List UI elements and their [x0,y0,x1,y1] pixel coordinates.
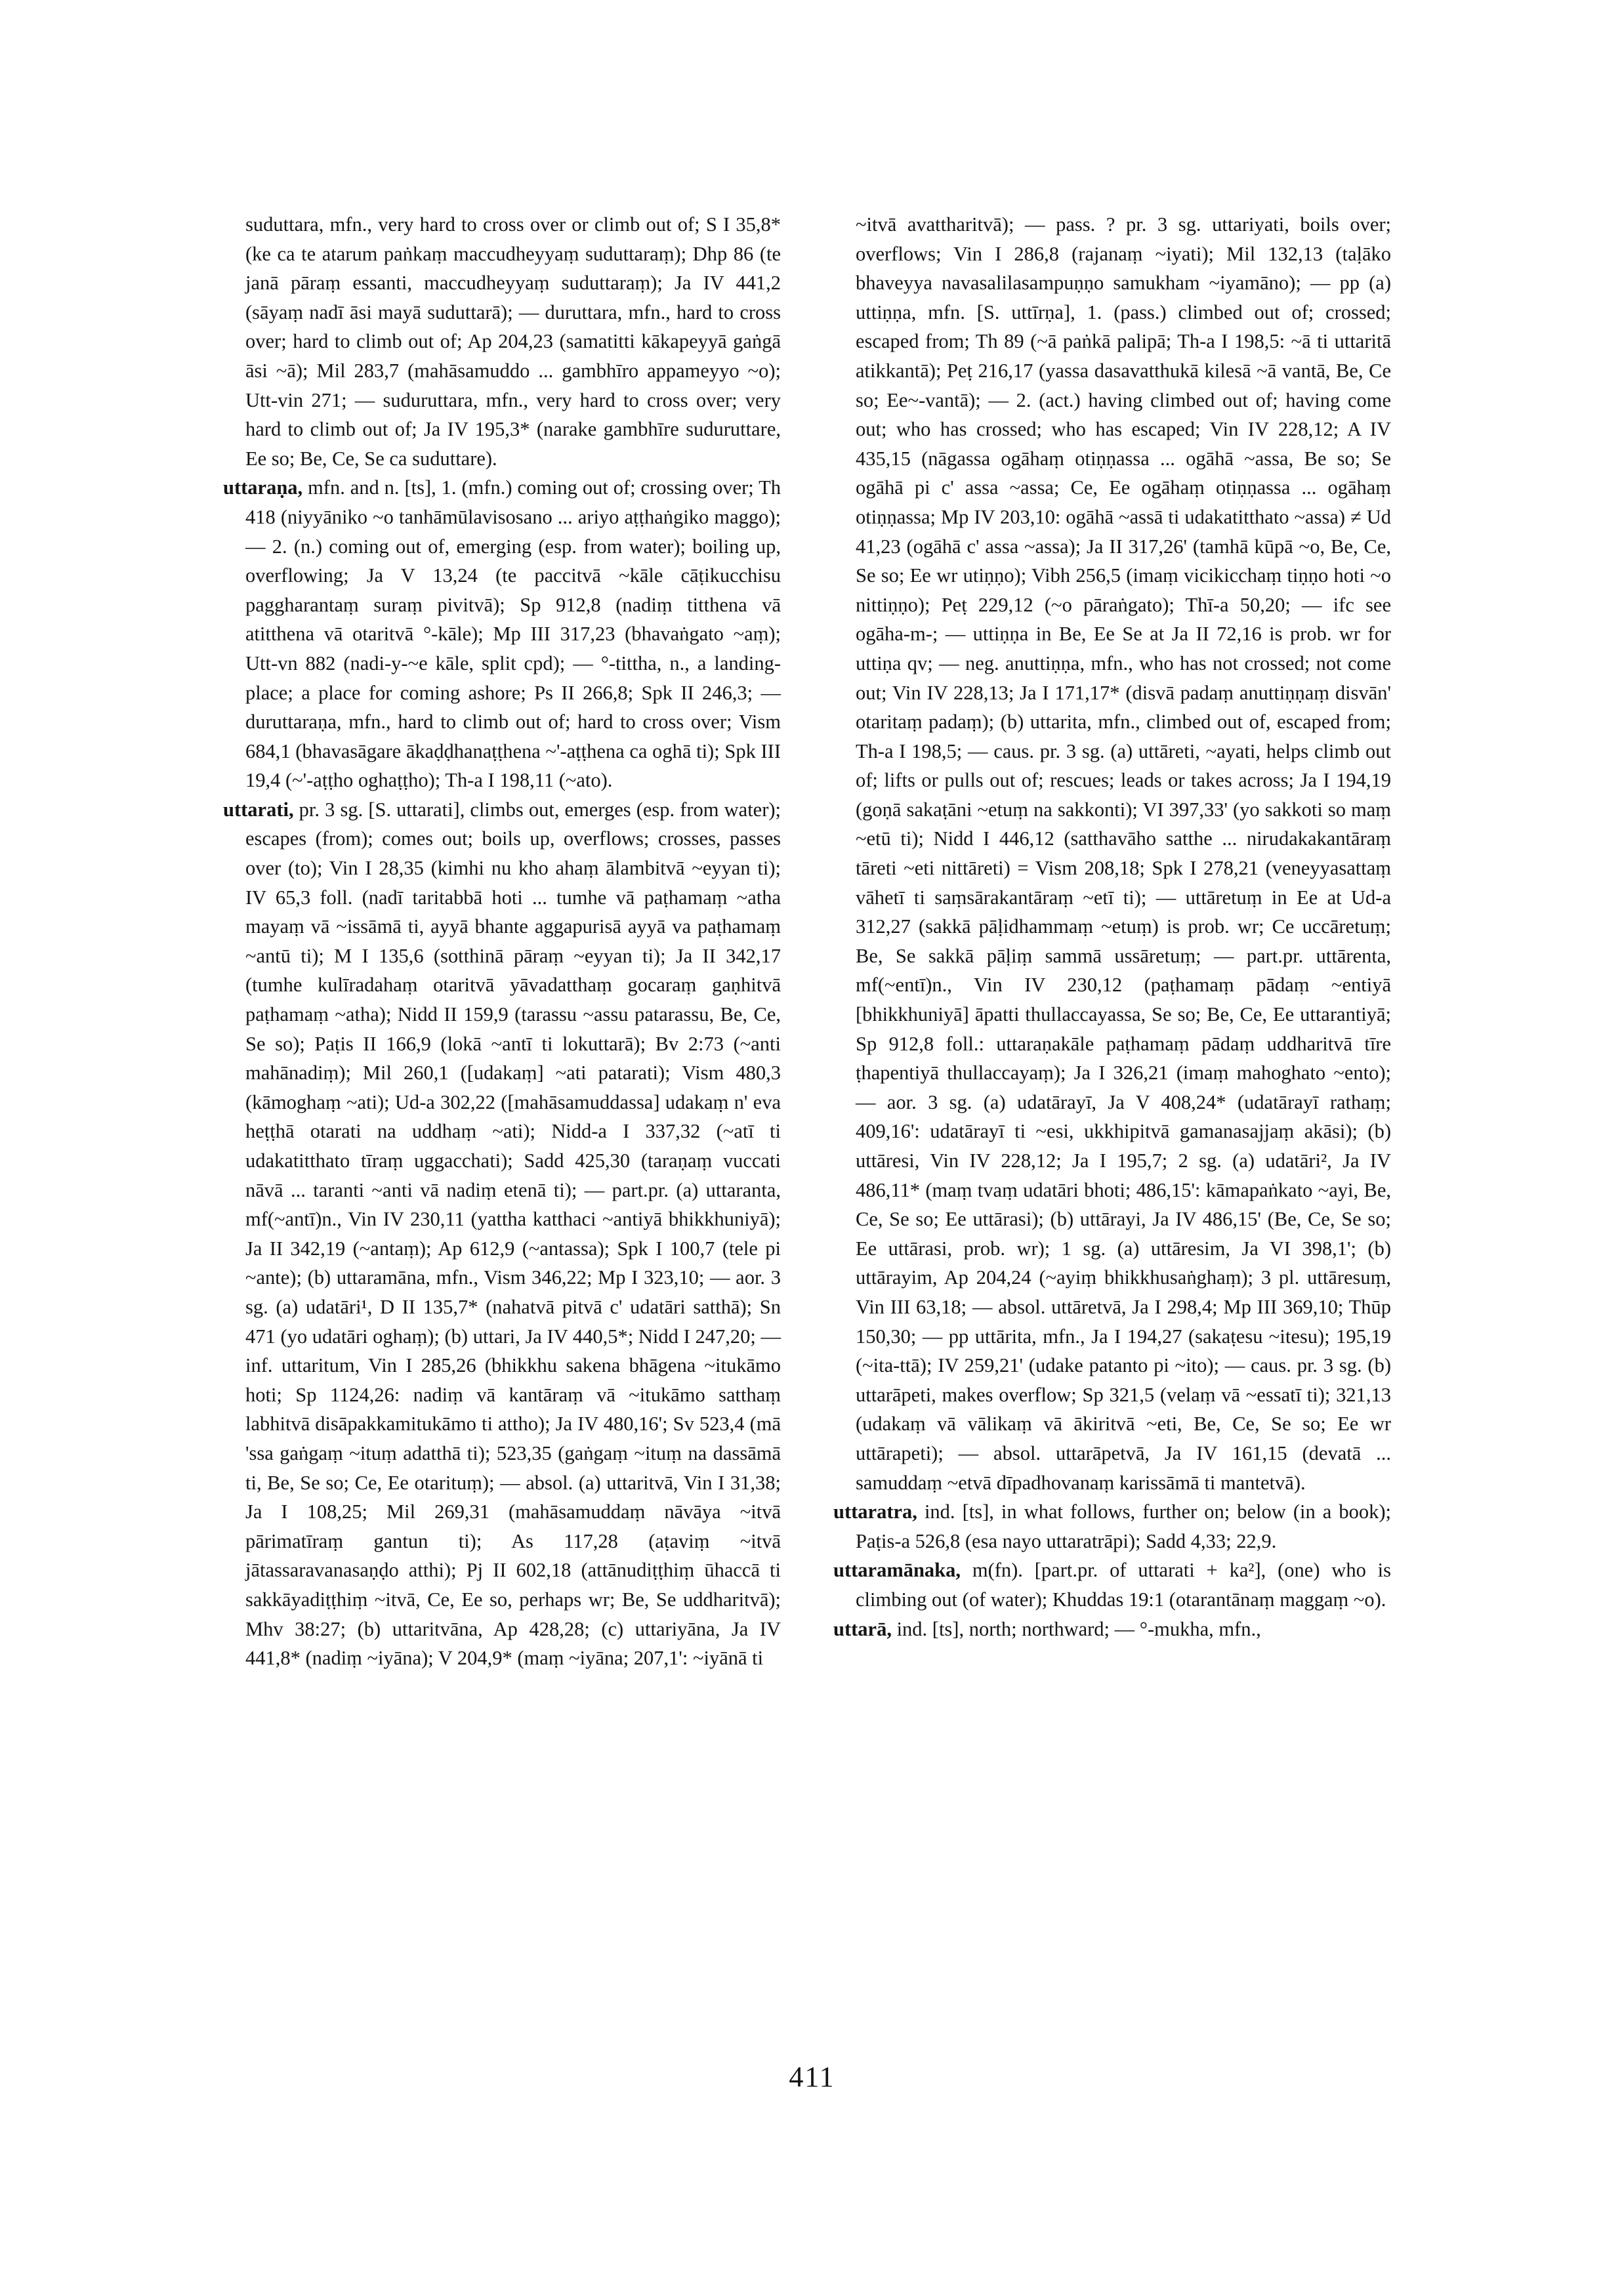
page-number: 411 [789,2061,835,2093]
dictionary-entry [833,1497,1391,1556]
dictionary-entry [223,473,781,795]
left-column [223,210,781,1673]
entry-headword: uttaramānaka, [833,1559,961,1582]
entry-continuation [223,210,781,473]
entry-headword: uttaratra, [833,1500,917,1523]
entry-continuation [833,210,1391,1497]
entry-text: ind. [ts], in what follows, further on; below (in a book); Paṭis-a 526,8 (esa nayo uttaratrāpi); Sadd 4,33; 22,9. [856,1500,1391,1552]
entry-text: mfn. and n. [ts], 1. (mfn.) coming out of; crossing over; Th 418 (niyyāniko ~o tanhāmūlavisosano ... ariyo aṭṭhaṅgiko maggo); — 2. (n.) coming out of, emerging (esp. from water); boiling up, overflowing; Ja V 13,24 (te paccitvā ~kāle cāṭikucchisu paggharantaṃ suraṃ pivitvā); Sp 912,8 (nadiṃ titthena vā atitthena vā otaritvā °-kāle); Mp III 317,23 (bhavaṅgato ~aṃ); Utt-vn 882 (nadi-y-~e kāle, split cpd); — °-tittha, n., a landing-place; a place for coming ashore; Ps II 266,8; Spk II 246,3; — duruttaraṇa, mfn., hard to climb out of; hard to cross over; Vism 684,1 (bhavasāgare ākaḍḍhanaṭṭhena ~'-aṭṭhena ca oghā ti); Spk III 19,4 (~'-aṭṭho oghaṭṭho); Th-a I 198,11 (~ato). [245,476,781,792]
entry-headword: uttarā, [833,1617,892,1640]
dictionary-entry [833,1556,1391,1614]
dictionary-entry [833,1615,1391,1644]
entry-text: m(fn). [part.pr. of uttarati + ka²], (one) who is climbing out (of water); Khuddas 19:1 (otarantānaṃ maggaṃ ~o). [856,1559,1391,1611]
entry-text: ~itvā avattharitvā); — pass. ? pr. 3 sg. uttariyati, boils over; overflows; Vin I 286,8 (rajanaṃ ~iyati); Mil 132,13 (taḷāko bhaveyya navasalilasampuṇṇo samukham ~iyamāno); — pp (a) uttiṇṇa, mfn. [S. uttīrṇa], 1. (pass.) climbed out of; crossed; escaped from; Th 89 (~ā paṅkā palipā; Th-a I 198,5: ~ā ti uttaritā atikkantā); Peṭ 216,17 (yassa dasavatthukā kilesā ~ā vantā, Be, Ce so; Ee~-vantā); — 2. (act.) having climbed out of; having come out; who has crossed; who has escaped; Vin IV 228,12; A IV 435,15 (nāgassa ogāhaṃ otiṇṇassa ... ogāhā ~assa, Be so; Se ogāhā pi c' assa ~assa; Ce, Ee ogāhaṃ otiṇṇassa ... ogāhaṃ otiṇṇassa; Mp IV 203,10: ogāhā ~assā ti udakatitthato ~assa) ≠ Ud 41,23 (ogāhā c' assa ~assa); Ja II 317,26' (tamhā kūpā ~o, Be, Ce, Se so; Ee wr utiṇṇo); Vibh 256,5 (imaṃ vicikicchaṃ tiṇṇo hoti ~o nittiṇṇo); Peṭ 229,12 (~o pāraṅgato); Thī-a 50,20; — ifc see ogāha-m-; — uttiṇṇa in Be, Ee Se at Ja II 72,16 is prob. wr for uttiṇa qv; — neg. anuttiṇṇa, mfn., who has not crossed; not come out; Vin IV 228,13; Ja I 171,17* (disvā padaṃ anuttiṇṇaṃ disvān' otaritaṃ padaṃ); (b) uttarita, mfn., climbed out of, escaped from; Th-a I 198,5; — caus. pr. 3 sg. (a) uttāreti, ~ayati, helps climb out of; lifts or pulls out of; rescues; leads or takes across; Ja I 194,19 (goṇā sakaṭāni ~etuṃ na sakkonti); VI 397,33' (yo sakkoti so maṃ ~etū ti); Nidd I 446,12 (satthavāho satthe ... nirudakakantāraṃ tāreti ~eti nittāreti) = Vism 208,18; Spk I 278,21 (veneyyasattaṃ vāhetī ti saṃsārakantāraṃ ~etī ti); — uttāretuṃ in Ee at Ud-a 312,27 (sakkā pāḷidhammaṃ ~etuṃ) is prob. wr; Ce uccāretuṃ; Be, Se sakkā pāḷiṃ sammā ussāretuṃ; — part.pr. uttārenta, mf(~entī)n., Vin IV 230,12 (paṭhamaṃ pādaṃ ~entiyā [bhikkhuniyā] āpatti thullaccayassa, Se so; Be, Ce, Ee uttarantiyā; Sp 912,8 foll.: uttaraṇakāle paṭhamaṃ pādaṃ uddharitvā tīre ṭhapentiyā thullaccayaṃ); Ja I 326,21 (imaṃ mahoghato ~ento); — aor. 3 sg. (a) udatārayī, Ja V 408,24* (udatārayī rathaṃ; 409,16': udatārayī ti ~esi, ukkhipitvā gamanasajjaṃ akāsi); (b) uttāresi, Vin IV 228,12; Ja I 195,7; 2 sg. (a) udatāri², Ja IV 486,11* (maṃ tvaṃ udatāri bhoti; 486,15': kāmapaṅkato ~ayi, Be, Ce, Se so; Ee uttārasi); (b) uttārayi, Ja IV 486,15' (Be, Ce, Se so; Ee uttārasi, prob. wr); 1 sg. (a) uttāresim, Ja VI 398,1'; (b) uttārayim, Ap 204,24 (~ayiṃ bhikkhusaṅghaṃ); 3 pl. uttāresuṃ, Vin III 63,18; — absol. uttāretvā, Ja I 298,4; Mp III 369,10; Thūp 150,30; — pp uttārita, mfn., Ja I 194,27 (sakaṭesu ~itesu); 195,19 (~ita-ttā); IV 259,21' (udake patanto pi ~ito); — caus. pr. 3 sg. (b) uttarāpeti, makes overflow; Sp 321,5 (velaṃ vā ~essatī ti); 321,13 (udakaṃ vā vālikaṃ vā ākiritvā ~eti, Be, Ce, Se so; Ee wr uttārapeti); — absol. uttarāpetvā, Ja IV 161,15 (devatā ... samuddaṃ ~etvā dīpadhovanaṃ karissāmā ti mantetvā). [856,213,1391,1494]
entry-text: suduttara, mfn., very hard to cross over or climb out of; S I 35,8* (ke ca te atarum paṅkaṃ maccudheyyaṃ suduttaraṃ); Dhp 86 (te janā pāraṃ essanti, maccudheyyaṃ suduttaraṃ); Ja IV 441,2 (sāyaṃ nadī āsi mayā suduttarā); — duruttara, mfn., hard to cross over; hard to climb out of; Ap 204,23 (samatitti kākapeyyā gaṅgā āsi ~ā); Mil 283,7 (mahāsamuddo ... gambhīro appameyyo ~o); Utt-vin 271; — suduruttara, mfn., very hard to cross over; very hard to climb out of; Ja IV 195,3* (narake gambhīre suduruttare, Ee so; Be, Ce, Se ca suduttare). [245,213,781,470]
right-column [833,210,1391,1644]
entry-text: ind. [ts], north; northward; — °-mukha, mfn., [891,1617,1261,1640]
dictionary-entry [223,795,781,1673]
entry-text: pr. 3 sg. [S. uttarati], climbs out, emerges (esp. from water); escapes (from); comes out; boils up, overflows; crosses, passes over (to); Vin I 28,35 (kimhi nu kho ahaṃ ālambitvā ~eyyan ti); IV 65,3 foll. (nadī taritabbā hoti ... tumhe vā paṭhamaṃ ~atha mayaṃ vā ~issāmā ti, ayyā bhante aggapurisā ayyā va paṭhamaṃ ~antū ti); M I 135,6 (sotthinā pāraṃ ~eyyan ti); Ja II 342,17 (tumhe kulīradahaṃ otaritvā yāvadatthaṃ gocaraṃ gaṇhitvā paṭhamaṃ ~atha); Nidd II 159,9 (tarassu ~assu patarassu, Be, Ce, Se so); Paṭis II 166,9 (lokā ~antī ti lokuttarā); Bv 2:73 (~anti mahānadiṃ); Mil 260,1 ([udakaṃ] ~ati patarati); Vism 480,3 (kāmoghaṃ ~ati); Ud-a 302,22 ([mahāsamuddassa] udakaṃ n' eva heṭṭhā otarati na uddhaṃ ~ati); Nidd-a I 337,32 (~atī ti udakatitthato tīraṃ uggacchati); Sadd 425,30 (taraṇaṃ vuccati nāvā ... taranti ~anti vā nadiṃ etenā ti); — part.pr. (a) uttaranta, mf(~antī)n., Vin IV 230,11 (yattha katthaci ~antiyā bhikkhuniyā); Ja II 342,19 (~antaṃ); Ap 612,9 (~antassa); Spk I 100,7 (tele pi ~ante); (b) uttaramāna, mfn., Vism 346,22; Mp I 323,10; — aor. 3 sg. (a) udatāri¹, D II 135,7* (nahatvā pitvā c' udatāri satthā); Sn 471 (yo udatāri oghaṃ); (b) uttari, Ja IV 440,5*; Nidd I 247,20; — inf. uttaritum, Vin I 285,26 (bhikkhu sakena bhāgena ~itukāmo hoti; Sp 1124,26: nadiṃ vā kantāraṃ vā ~itukāmo satthaṃ labhitvā disāpakkamitukāmo ti attho); Ja IV 480,16'; Sv 523,4 (mā 'ssa gaṅgaṃ ~ituṃ adatthā ti); 523,35 (gaṅgaṃ ~ituṃ na dassāmā ti, Be, Se so; Ce, Ee otarituṃ); — absol. (a) uttaritvā, Vin I 31,38; Ja I 108,25; Mil 269,31 (mahāsamuddaṃ nāvāya ~itvā pārimatīraṃ gantun ti); As 117,28 (aṭaviṃ ~itvā jātassaravanasaṇḍo atthi); Pj II 602,18 (attānudiṭṭhiṃ ūhaccā ti sakkāyadiṭṭhiṃ ~itvā, Ce, Ee so, perhaps wr; Be, Se uddharitvā); Mhv 38:27; (b) uttaritvāna, Ap 428,28; (c) uttariyāna, Ja IV 441,8* (nadiṃ ~iyāna); V 204,9* (maṃ ~iyāna; 207,1': ~iyānā ti [245,798,781,1670]
entry-headword: uttaraṇa, [223,476,303,499]
entry-headword: uttarati, [223,798,294,821]
